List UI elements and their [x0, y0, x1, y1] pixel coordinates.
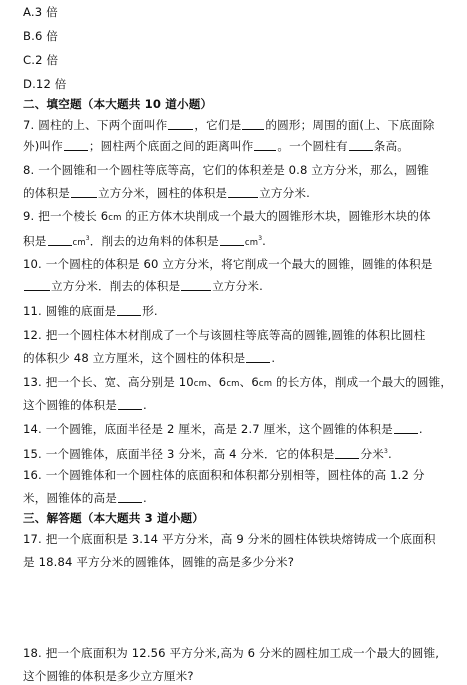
- option-d: D.12 倍: [23, 77, 67, 91]
- answer-blank: [24, 279, 50, 291]
- section-title-fill-in: 二、填空题（本大题共 10 道小题）: [23, 97, 213, 111]
- answer-blank: [118, 491, 142, 503]
- question-9-line-2: 积是 $cm^3$．削去的边角料的体积是 $cm^3$.: [23, 234, 266, 248]
- answer-blank: [71, 186, 97, 198]
- answer-blank: [242, 118, 264, 130]
- answer-blank: [220, 234, 244, 246]
- question-11: 11. 圆锥的底面是 形.: [23, 304, 158, 318]
- question-12-line-2: 的体积少 48 立方厘米，这个圆柱的体积是 .: [23, 351, 276, 365]
- answer-blank: [181, 279, 211, 291]
- answer-blank: [228, 186, 258, 198]
- question-9-line-1: 9. 把一个棱长 6cm 的正方体木块削成一个最大的圆锥形木块，圆锥形木块的体: [23, 209, 431, 223]
- question-15: 15. 一个圆锥体，底面半径 3 分米，高 4 分米．它的体积是 分米$^3$.: [23, 447, 392, 461]
- question-16-line-1: 16. 一个圆锥体和一个圆柱体的底面积和体积都分别相等，圆柱体的高 1.2 分: [23, 468, 425, 482]
- answer-blank: [118, 398, 142, 410]
- section-title-solve: 三、解答题（本大题共 3 道小题）: [23, 511, 205, 525]
- option-b: B.6 倍: [23, 29, 59, 43]
- question-10-line-1: 10. 一个圆柱的体积是 60 立方分米，将它削成一个最大的圆锥，圆锥的体积是: [23, 257, 433, 271]
- answer-blank: [48, 234, 72, 246]
- question-7-line-1: 7. 圆柱的上、下两个面叫作 ，它们是 的圆形；周围的面(上、下底面除: [23, 118, 435, 132]
- question-16-line-2: 米，圆锥体的高是 .: [23, 491, 147, 505]
- question-18-line-1: 18. 把一个底面积为 12.56 平方分米,高为 6 分米的圆柱加工成一个最大的圆锥,: [23, 646, 440, 660]
- question-10-line-2: 立方分米．削去的体积是 立方分米.: [23, 278, 461, 294]
- answer-blank: [394, 422, 418, 434]
- answer-blank: [335, 447, 359, 459]
- answer-blank: [254, 139, 276, 151]
- answer-blank: [64, 139, 88, 151]
- answer-blank: [168, 118, 193, 130]
- question-7-line-2: 外)叫作 ；圆柱两个底面之间的距离叫作 。一个圆柱有 条高。: [23, 139, 410, 153]
- question-12-line-1: 12. 把一个圆柱体木材削成了一个与该圆柱等底等高的圆锥,圆锥的体积比圆柱: [23, 328, 426, 342]
- question-17-line-2: 是 18.84 平方分米的圆锥体，圆锥的高是多少分米?: [23, 555, 295, 569]
- question-13-line-1: 13. 把一个长、宽、高分别是 10cm、6cm、6cm 的长方体，削成一个最大的圆锥，: [23, 375, 453, 389]
- question-8-line-2: 的体积是 立方分米，圆柱的体积是 立方分米.: [23, 186, 310, 200]
- question-14: 14. 一个圆锥，底面半径是 2 厘米，高是 2.7 厘米，这个圆锥的体积是 .: [23, 422, 423, 436]
- option-a: A.3 倍: [23, 5, 58, 19]
- answer-blank: [349, 139, 373, 151]
- question-8-line-1: 8. 一个圆锥和一个圆柱等底等高，它们的体积差是 0.8 立方分米，那么，圆锥: [23, 163, 429, 177]
- option-c: C.2 倍: [23, 53, 59, 67]
- question-13-line-2: 这个圆锥的体积是 .: [23, 398, 147, 412]
- answer-blank: [117, 304, 141, 316]
- question-18-line-2: 这个圆锥的体积是多少立方厘米?: [23, 669, 194, 683]
- answer-blank: [246, 351, 270, 363]
- question-17-line-1: 17. 把一个底面积是 3.14 平方分米，高 9 分米的圆柱体铁块熔铸成一个底面积: [23, 532, 436, 546]
